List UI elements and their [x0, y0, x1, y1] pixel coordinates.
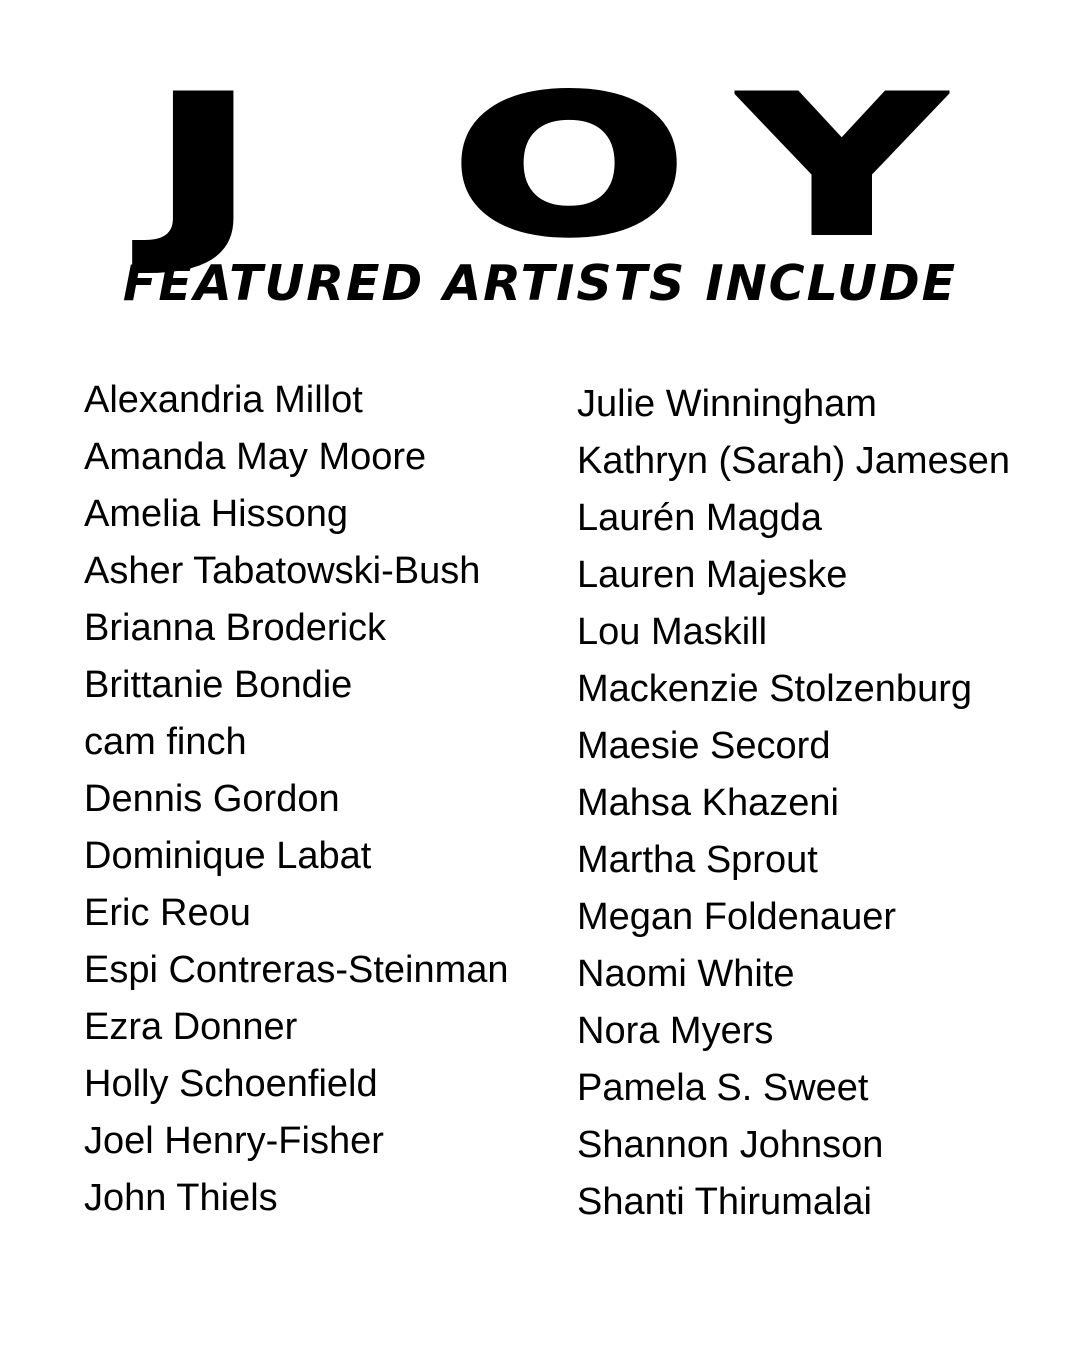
artist-name: Brianna Broderick [84, 607, 387, 649]
artist-name: Asher Tabatowski-Bush [84, 550, 481, 592]
artist-name: Espi Contreras-Steinman [84, 949, 509, 991]
title-letter-j: J [152, 56, 255, 277]
artist-name: Dennis Gordon [84, 778, 340, 820]
artist-name: Naomi White [577, 953, 795, 995]
artist-name: cam finch [84, 721, 247, 763]
title-letter-y: Y [742, 56, 942, 277]
artist-name: Martha Sprout [577, 839, 818, 881]
artist-name: Mahsa Khazeni [577, 782, 839, 824]
artist-name: Nora Myers [577, 1010, 774, 1052]
title-letter-o: O [452, 56, 687, 277]
artist-name: Eric Reou [84, 892, 251, 934]
artist-name: Pamela S. Sweet [577, 1067, 869, 1109]
artist-name: Lou Maskill [577, 611, 768, 653]
artist-name: Megan Foldenauer [577, 896, 896, 938]
artist-name: Brittanie Bondie [84, 664, 353, 706]
artist-name: Ezra Donner [84, 1006, 298, 1048]
artist-name: Joel Henry-Fisher [84, 1120, 384, 1162]
artist-name: Julie Winningham [577, 383, 877, 425]
artist-name: Amanda May Moore [84, 436, 427, 478]
artist-name: Alexandria Millot [84, 379, 363, 421]
artist-list-right [577, 376, 1047, 1231]
artist-list-left [84, 372, 554, 1227]
artist-name: Lauren Majeske [577, 554, 848, 596]
subtitle: FEATURED ARTISTS INCLUDE [122, 255, 958, 312]
artist-name: Kathryn (Sarah) Jamesen [577, 440, 1010, 482]
artist-name: Maesie Secord [577, 725, 831, 767]
artist-name: Holly Schoenfield [84, 1063, 378, 1105]
artist-name: Dominique Labat [84, 835, 372, 877]
artist-name: Mackenzie Stolzenburg [577, 668, 972, 710]
artist-name: Amelia Hissong [84, 493, 348, 535]
artist-name: Shannon Johnson [577, 1124, 884, 1166]
artist-name: Laurén Magda [577, 497, 823, 539]
artist-name: Shanti Thirumalai [577, 1181, 873, 1223]
artist-name: John Thiels [84, 1177, 278, 1219]
